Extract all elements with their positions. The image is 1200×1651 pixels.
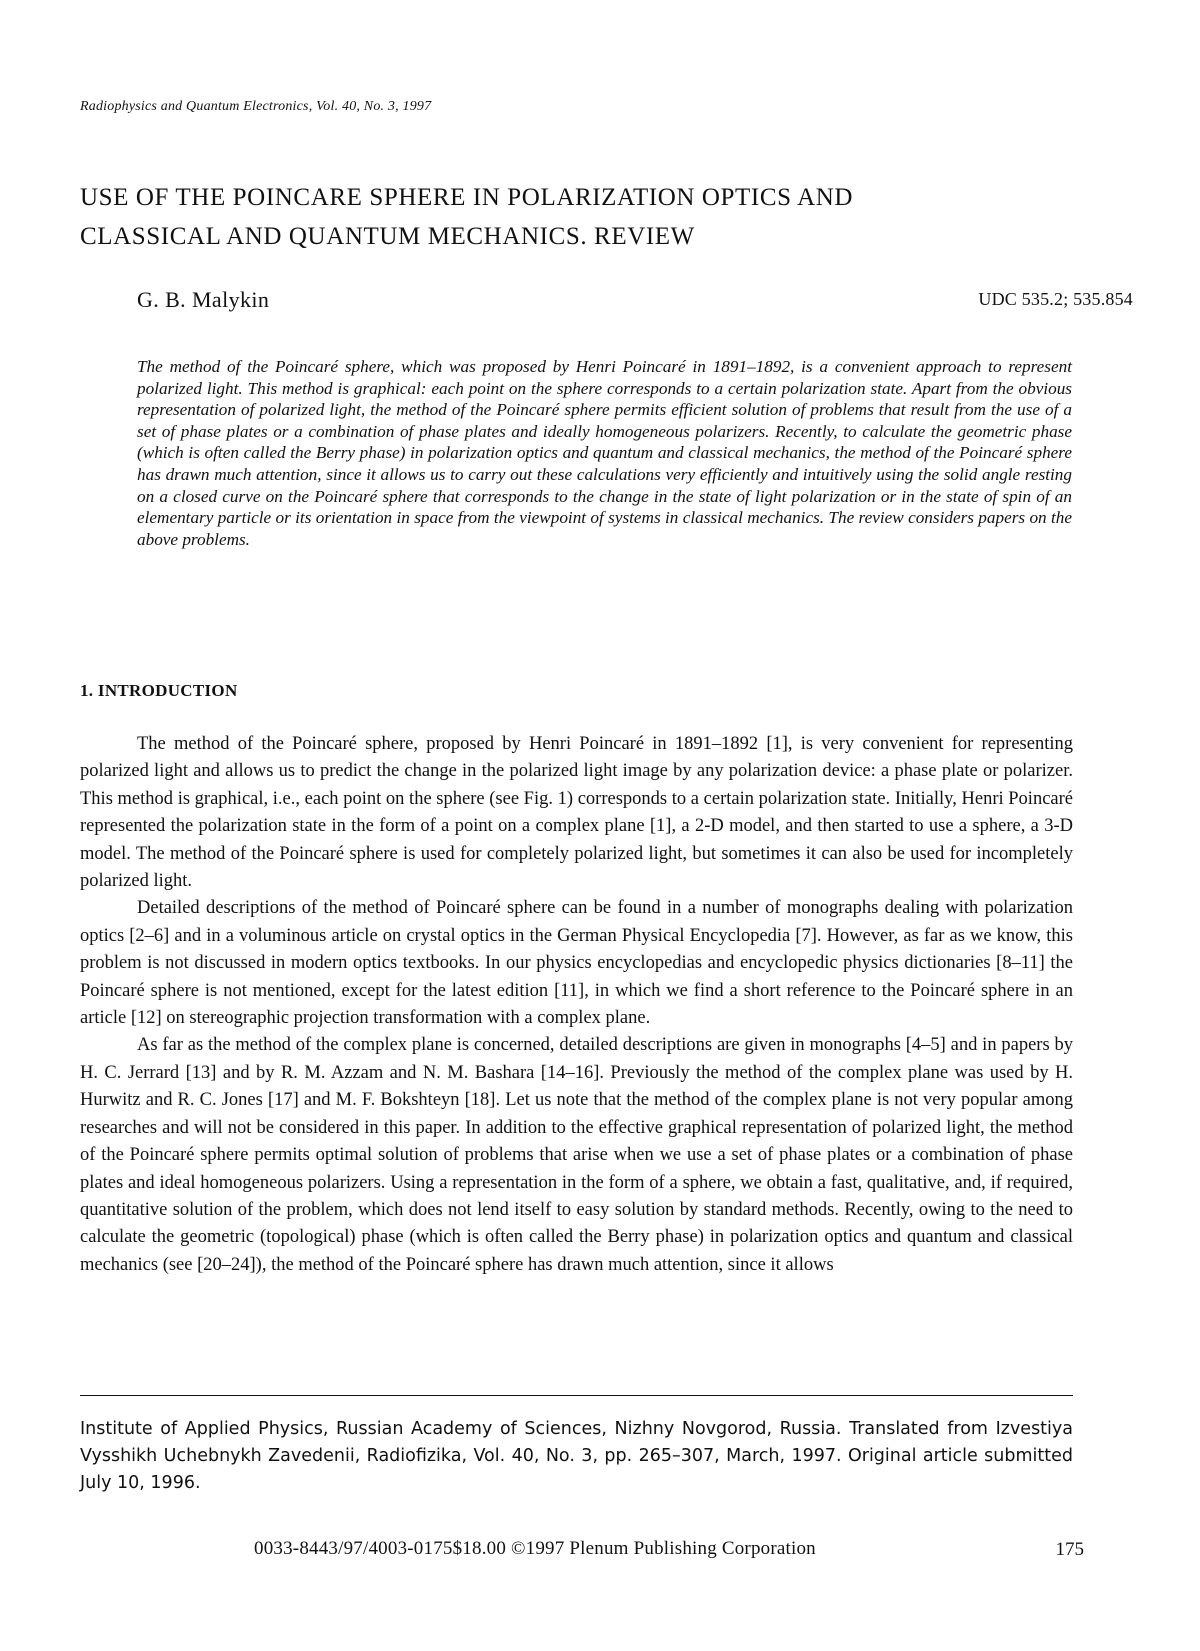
author-name: G. B. Malykin: [137, 287, 270, 312]
journal-citation: Radiophysics and Quantum Electronics, Vol. 40, No. 3, 1997: [80, 99, 432, 114]
abstract: The method of the Poincaré sphere, which was proposed by Henri Poincaré in 1891–1892, is a convenient approach to represent polarized light. This method is graphical: each point on the sphere corresponds to a certain polarization state. Apart from the obvious representation of polarized light, the method of the Poincaré sphere permits efficient solution of problems that result from the use of a set of phase plates or a combination of phase plates and ideally homogeneous polarizers. Recently, to calculate the geometric phase (which is often called the Berry phase) in polarization optics and quantum and classical mechanics, the method of the Poincaré sphere has drawn much attention, since it allows us to carry out these calculations very efficiently and intuitively using the solid angle resting on a closed curve on the Poincaré sphere that corresponds to the change in the state of light polarization or in the state of spin of an elementary particle or its orientation in space from the viewpoint of systems in classical mechanics. The review considers papers on the above problems.: [137, 357, 1072, 549]
affiliation-footnote: Institute of Applied Physics, Russian Academy of Sciences, Nizhny Novgorod, Russia. Translated from Izvestiya Vysshikh Uchebnykh Zavedenii, Radiofizika, Vol. 40, No. 3, pp. 265–307, March, 1997. Original article submitted July 10, 1996.: [80, 1419, 1073, 1493]
udc-code: UDC 535.2; 535.854: [978, 289, 1133, 309]
body-paragraph-3: As far as the method of the complex plane is concerned, detailed descriptions are given in monographs [4–5] and in papers by H. C. Jerrard [13] and by R. M. Azzam and N. M. Bashara [14–16]. Previously the method of the complex plane was used by H. Hurwitz and R. C. Jones [17] and M. F. Bokshteyn [18]. Let us note that the method of the complex plane is not very popular among researches and will not be considered in this paper. In addition to the effective graphical representation of polarized light, the method of the Poincaré sphere permits optimal solution of problems that arise when we use a set of phase plates or a combination of phase plates and ideal homogeneous polarizers. Using a representation in the form of a sphere, we obtain a fast, qualitative, and, if required, quantitative solution of the problem, which does not lend itself to easy solution by standard methods. Recently, owing to the need to calculate the geometric (topological) phase (which is often called the Berry phase) in polarization optics and quantum and classical mechanics (see [20–24]), the method of the Poincaré sphere has drawn much attention, since it allows: [80, 1035, 1073, 1275]
footnote-divider: [80, 1395, 1073, 1396]
section-heading: 1. INTRODUCTION: [80, 681, 238, 700]
body-paragraph-1: The method of the Poincaré sphere, proposed by Henri Poincaré in 1891–1892 [1], is very convenient for representing polarized light and allows us to predict the change in the polarized light image by any polarization device: a phase plate or polarizer. This method is graphical, i.e., each point on the sphere (see Fig. 1) corresponds to a certain polarization state. Initially, Henri Poincaré represented the polarization state in the form of a point on a complex plane [1], a 2-D model, and then started to use a sphere, a 3-D model. The method of the Poincaré sphere is used for completely polarized light, but sometimes it can also be used for incompletely polarized light.: [80, 734, 1073, 892]
title-line-2: CLASSICAL AND QUANTUM MECHANICS. REVIEW: [80, 223, 695, 250]
paper-title: [80, 178, 1140, 256]
section-body: [80, 731, 1073, 1279]
copyright-line: 0033-8443/97/4003-0175$18.00 ©1997 Plenum Publishing Corporation: [254, 1538, 816, 1559]
body-paragraph-2: Detailed descriptions of the method of Poincaré sphere can be found in a number of monographs dealing with polarization optics [2–6] and in a voluminous article on crystal optics in the German Physical Encyclopedia [7]. However, as far as we know, this problem is not discussed in modern optics textbooks. In our physics encyclopedias and encyclopedic physics dictionaries [8–11] the Poincaré sphere is not mentioned, except for the latest edition [11], in which we find a short reference to the Poincaré sphere in an article [12] on stereographic projection transformation with a complex plane.: [80, 898, 1073, 1029]
page-number: 175: [1055, 1539, 1084, 1560]
title-line-1: USE OF THE POINCARE SPHERE IN POLARIZATION OPTICS AND: [80, 184, 854, 211]
